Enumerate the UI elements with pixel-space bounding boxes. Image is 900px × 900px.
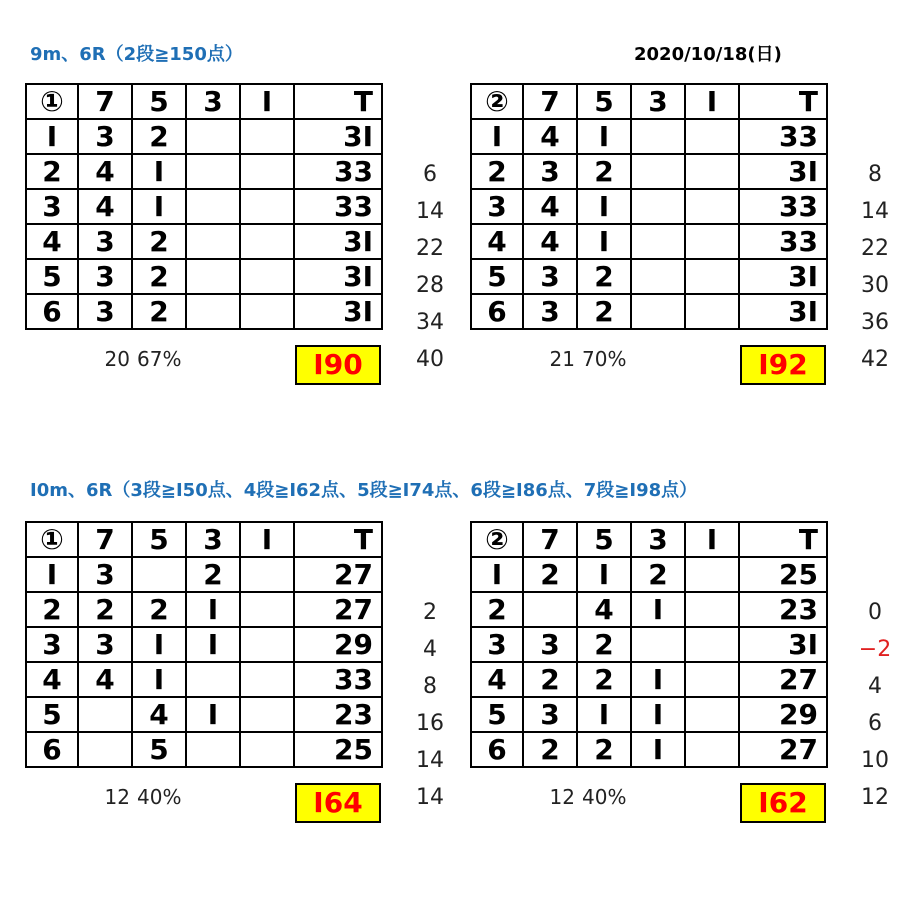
score-cell: 2 (132, 294, 186, 329)
table-row (26, 224, 382, 259)
round-cell: 6 (471, 732, 523, 767)
round-cell: 6 (26, 732, 78, 767)
score-cell: 3 (78, 259, 132, 294)
score-cell (240, 154, 294, 189)
hit-percent: 40% (137, 785, 182, 809)
score-cell (240, 592, 294, 627)
running-sum: 30 (861, 273, 889, 298)
score-cell (186, 154, 240, 189)
score-cell (78, 732, 132, 767)
round-cell: 2 (471, 592, 523, 627)
round-cell: 6 (471, 294, 523, 329)
header-cell: I (685, 522, 739, 557)
score-cell: 4 (132, 697, 186, 732)
score-cell: I (186, 627, 240, 662)
score-cell (240, 259, 294, 294)
header-cell: ② (471, 522, 523, 557)
total-cell: 25 (739, 557, 827, 592)
round-cell: 2 (471, 154, 523, 189)
table-row (26, 592, 382, 627)
round-cell: 3 (26, 189, 78, 224)
score-block (25, 521, 444, 826)
running-sum: −2 (858, 637, 892, 662)
score-cell: I (132, 662, 186, 697)
score-cell: I (631, 592, 685, 627)
running-sum: 0 (868, 600, 882, 625)
total-cell: 33 (294, 662, 382, 697)
score-cell: 4 (523, 224, 577, 259)
header-cell: 3 (631, 84, 685, 119)
hit-percent: 70% (582, 347, 627, 371)
score-cell: 3 (78, 294, 132, 329)
header-cell: 7 (523, 522, 577, 557)
table-row (471, 732, 827, 767)
table-row (471, 592, 827, 627)
table-row (26, 627, 382, 662)
score-cell: 2 (78, 592, 132, 627)
total-cell: 29 (294, 627, 382, 662)
score-cell: 2 (577, 732, 631, 767)
header-cell: ② (471, 84, 523, 119)
round-cell: 3 (26, 627, 78, 662)
total-cell: 27 (294, 592, 382, 627)
header-cell: T (739, 84, 827, 119)
table-row (26, 557, 382, 592)
round-cell: I (26, 557, 78, 592)
score-table (470, 83, 828, 330)
running-sum: 14 (416, 785, 444, 810)
running-sum: 12 (861, 785, 889, 810)
running-sum: 28 (416, 273, 444, 298)
table-row (471, 119, 827, 154)
table-row (26, 259, 382, 294)
running-sum: 8 (868, 162, 882, 187)
header-cell: 5 (132, 522, 186, 557)
score-cell: 2 (577, 662, 631, 697)
round-cell: 4 (26, 662, 78, 697)
score-cell: 2 (186, 557, 240, 592)
table-row (26, 154, 382, 189)
score-cell: 4 (78, 154, 132, 189)
hit-percent: 67% (137, 347, 182, 371)
hit-count: 12 (104, 785, 130, 809)
score-cell: I (132, 627, 186, 662)
score-cell (685, 732, 739, 767)
score-cell (240, 697, 294, 732)
score-cell (631, 259, 685, 294)
table-row (471, 557, 827, 592)
table-row (26, 662, 382, 697)
header-cell: 7 (523, 84, 577, 119)
score-cell (186, 732, 240, 767)
total-cell: 27 (739, 732, 827, 767)
round-cell: 5 (26, 697, 78, 732)
header-cell: 5 (577, 84, 631, 119)
score-cell (631, 627, 685, 662)
running-sum: 22 (861, 236, 889, 261)
running-sum: 4 (868, 674, 882, 699)
score-cell: 3 (523, 294, 577, 329)
grand-total: I90 (295, 345, 381, 385)
score-block (25, 83, 444, 388)
table-header-row (471, 84, 827, 119)
score-block (470, 521, 892, 826)
round-cell: 4 (26, 224, 78, 259)
table-row (26, 732, 382, 767)
total-cell: 33 (294, 154, 382, 189)
running-sum: 40 (416, 347, 444, 372)
score-cell: 3 (523, 697, 577, 732)
table-row (26, 697, 382, 732)
score-cell: I (577, 189, 631, 224)
table-header-row (26, 522, 382, 557)
score-cell: 4 (523, 189, 577, 224)
running-sum: 8 (423, 674, 437, 699)
total-cell: 3I (294, 259, 382, 294)
score-cell: 3 (78, 627, 132, 662)
table-row (471, 662, 827, 697)
hit-count: 20 (104, 347, 130, 371)
table-row (471, 154, 827, 189)
score-cell: I (577, 557, 631, 592)
round-cell: I (471, 119, 523, 154)
score-cell: 4 (78, 662, 132, 697)
round-cell: 2 (26, 592, 78, 627)
total-cell: 3I (739, 294, 827, 329)
score-block (470, 83, 889, 388)
running-sum: 34 (416, 310, 444, 335)
total-cell: 33 (294, 189, 382, 224)
score-cell: 2 (132, 592, 186, 627)
table-row (471, 627, 827, 662)
score-cell (631, 154, 685, 189)
score-cell: 3 (523, 627, 577, 662)
running-sum: 42 (861, 347, 889, 372)
score-cell: I (631, 662, 685, 697)
score-table (25, 83, 383, 330)
score-cell (685, 294, 739, 329)
table-header-row (26, 84, 382, 119)
score-cell: 2 (132, 259, 186, 294)
score-cell (186, 224, 240, 259)
table-row (471, 697, 827, 732)
score-cell (132, 557, 186, 592)
score-cell: I (186, 697, 240, 732)
total-cell: 33 (739, 119, 827, 154)
score-cell: 2 (577, 294, 631, 329)
score-cell (240, 224, 294, 259)
header-cell: 7 (78, 84, 132, 119)
score-cell (186, 662, 240, 697)
score-cell: I (631, 732, 685, 767)
score-cell (685, 189, 739, 224)
score-cell (240, 119, 294, 154)
score-cell: 2 (523, 557, 577, 592)
total-cell: 3I (739, 627, 827, 662)
header-cell: ① (26, 84, 78, 119)
score-cell (685, 119, 739, 154)
score-cell (685, 627, 739, 662)
total-cell: 3I (739, 259, 827, 294)
score-cell (631, 294, 685, 329)
hit-count: 21 (549, 347, 575, 371)
date-label: 2020/10/18(日) (634, 44, 782, 65)
total-cell: 3I (739, 154, 827, 189)
header-cell: T (294, 84, 382, 119)
running-sum: 14 (416, 748, 444, 773)
score-cell (631, 119, 685, 154)
score-cell (186, 294, 240, 329)
total-cell: 3I (294, 294, 382, 329)
score-cell (240, 557, 294, 592)
score-cell (240, 627, 294, 662)
table-row (26, 294, 382, 329)
total-cell: 27 (294, 557, 382, 592)
header-cell: I (685, 84, 739, 119)
section2-title: I0m、6R（3段≧I50点、4段≧I62点、5段≧I74点、6段≧I86点、7段≧I98点） (30, 480, 698, 501)
score-cell (685, 224, 739, 259)
score-cell (685, 154, 739, 189)
running-sum: 16 (416, 711, 444, 736)
score-cell (685, 697, 739, 732)
running-sum: 4 (423, 637, 437, 662)
running-sum: 36 (861, 310, 889, 335)
header-cell: I (240, 84, 294, 119)
score-cell (685, 259, 739, 294)
round-cell: 5 (26, 259, 78, 294)
score-cell (685, 662, 739, 697)
running-sum: 6 (868, 711, 882, 736)
score-cell: 4 (577, 592, 631, 627)
score-cell (240, 189, 294, 224)
score-cell: 3 (78, 557, 132, 592)
score-cell: 2 (132, 224, 186, 259)
header-cell: T (294, 522, 382, 557)
score-cell: 3 (78, 119, 132, 154)
score-cell: I (132, 154, 186, 189)
total-cell: 23 (294, 697, 382, 732)
section1-title: 9m、6R（2段≧150点） (30, 44, 243, 65)
score-cell: I (132, 189, 186, 224)
score-table (25, 521, 383, 768)
score-cell: 2 (132, 119, 186, 154)
score-cell (685, 557, 739, 592)
round-cell: 2 (26, 154, 78, 189)
grand-total: I64 (295, 783, 381, 823)
round-cell: 5 (471, 259, 523, 294)
score-cell: I (186, 592, 240, 627)
round-cell: 5 (471, 697, 523, 732)
score-cell: I (631, 697, 685, 732)
score-cell: 3 (523, 259, 577, 294)
round-cell: I (26, 119, 78, 154)
round-cell: 3 (471, 627, 523, 662)
score-cell (186, 189, 240, 224)
score-cell: 2 (523, 662, 577, 697)
score-cell: 3 (523, 154, 577, 189)
header-cell: 3 (186, 522, 240, 557)
header-cell: 5 (132, 84, 186, 119)
grand-total: I62 (740, 783, 826, 823)
score-table (470, 521, 828, 768)
score-cell: I (577, 224, 631, 259)
header-cell: 7 (78, 522, 132, 557)
score-cell: 2 (577, 259, 631, 294)
round-cell: I (471, 557, 523, 592)
header-cell: 5 (577, 522, 631, 557)
total-cell: 27 (739, 662, 827, 697)
header-cell: T (739, 522, 827, 557)
running-sum: 14 (416, 199, 444, 224)
score-cell: 4 (523, 119, 577, 154)
grand-total: I92 (740, 345, 826, 385)
score-cell: 2 (577, 154, 631, 189)
score-cell (631, 189, 685, 224)
total-cell: 29 (739, 697, 827, 732)
header-cell: I (240, 522, 294, 557)
hit-percent: 40% (582, 785, 627, 809)
score-cell: 4 (78, 189, 132, 224)
header-cell: 3 (631, 522, 685, 557)
score-cell: 2 (577, 627, 631, 662)
running-sum: 6 (423, 162, 437, 187)
score-cell: 2 (523, 732, 577, 767)
score-cell: I (577, 119, 631, 154)
running-sum: 2 (423, 600, 437, 625)
total-cell: 33 (739, 189, 827, 224)
score-cell: 2 (631, 557, 685, 592)
score-cell: 5 (132, 732, 186, 767)
table-row (471, 259, 827, 294)
hit-count: 12 (549, 785, 575, 809)
running-sum: 22 (416, 236, 444, 261)
table-row (471, 224, 827, 259)
table-header-row (471, 522, 827, 557)
score-cell (523, 592, 577, 627)
score-cell: I (577, 697, 631, 732)
table-row (26, 189, 382, 224)
running-sum: 10 (861, 748, 889, 773)
score-cell (685, 592, 739, 627)
round-cell: 6 (26, 294, 78, 329)
round-cell: 4 (471, 662, 523, 697)
total-cell: 33 (739, 224, 827, 259)
score-cell (240, 662, 294, 697)
score-cell (240, 294, 294, 329)
table-row (26, 119, 382, 154)
score-cell (78, 697, 132, 732)
total-cell: 3I (294, 224, 382, 259)
round-cell: 3 (471, 189, 523, 224)
round-cell: 4 (471, 224, 523, 259)
score-cell (186, 259, 240, 294)
total-cell: 23 (739, 592, 827, 627)
header-cell: ① (26, 522, 78, 557)
score-cell (240, 732, 294, 767)
header-cell: 3 (186, 84, 240, 119)
running-sum: 14 (861, 199, 889, 224)
table-row (471, 294, 827, 329)
total-cell: 3I (294, 119, 382, 154)
total-cell: 25 (294, 732, 382, 767)
score-cell: 3 (78, 224, 132, 259)
score-cell (631, 224, 685, 259)
table-row (471, 189, 827, 224)
score-cell (186, 119, 240, 154)
